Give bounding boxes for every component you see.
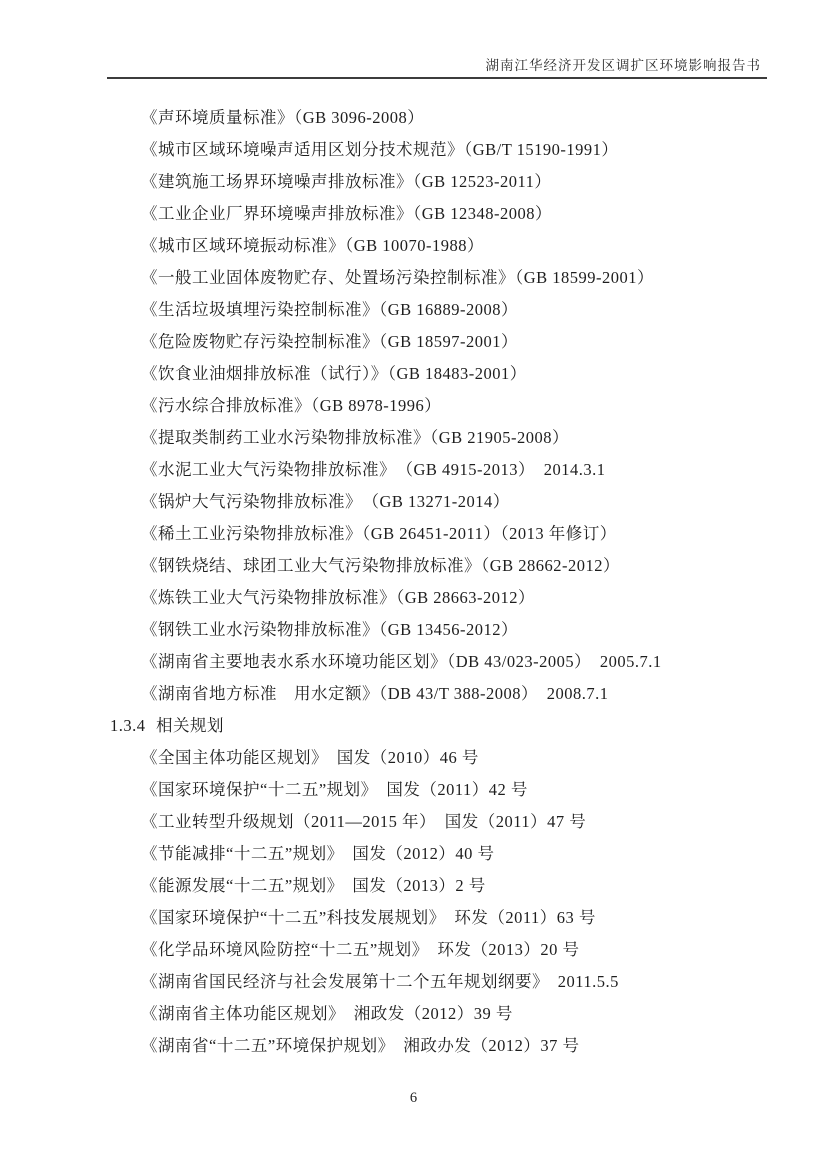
standard-item: 《湖南省主要地表水系水环境功能区划》（DB 43/023-2005） 2005.7.1 [141,652,662,671]
standard-item: 《城市区域环境振动标准》（GB 10070-1988） [141,236,485,255]
plan-item: 《节能减排“十二五”规划》 国发（2012）40 号 [141,844,495,863]
plan-item: 《湖南省“十二五”环境保护规划》 湘政办发（2012）37 号 [141,1036,580,1055]
document-body [110,79,769,1062]
standard-item: 《稀土工业污染物排放标准》（GB 26451-2011）（2013 年修订） [141,524,617,543]
standard-item: 《炼铁工业大气污染物排放标准》（GB 28663-2012） [141,588,536,607]
standard-item: 《危险废物贮存污染控制标准》（GB 18597-2001） [141,332,519,351]
standard-item: 《水泥工业大气污染物排放标准》 （GB 4915-2013） 2014.3.1 [141,460,606,479]
header-title: 湖南江华经济开发区调扩区环境影响报告书 [485,58,761,73]
standard-item: 《湖南省地方标准 用水定额》（DB 43/T 388-2008） 2008.7.1 [141,684,609,703]
page-footer [0,1089,827,1107]
standard-item: 《提取类制药工业水污染物排放标准》（GB 21905-2008） [141,428,570,447]
standard-item: 《钢铁工业水污染物排放标准》（GB 13456-2012） [141,620,519,639]
standard-item: 《声环境质量标准》（GB 3096-2008） [141,108,425,127]
plan-item: 《国家环境保护“十二五”规划》 国发（2011）42 号 [141,780,528,799]
standard-item: 《饮食业油烟排放标准（试行）》（GB 18483-2001） [141,364,527,383]
section-heading [110,710,769,742]
section-title: 相关规划 [156,716,224,735]
plan-item: 《湖南省主体功能区规划》 湘政发（2012）39 号 [141,1004,513,1023]
page-header [107,0,767,77]
standard-item: 《建筑施工场界环境噪声排放标准》（GB 12523-2011） [141,172,552,191]
standard-item: 《一般工业固体废物贮存、处置场污染控制标准》（GB 18599-2001） [141,268,655,287]
standard-item: 《生活垃圾填埋污染控制标准》（GB 16889-2008） [141,300,519,319]
standard-item: 《钢铁烧结、球团工业大气污染物排放标准》（GB 28662-2012） [141,556,621,575]
standard-item: 《锅炉大气污染物排放标准》 （GB 13271-2014） [141,492,510,511]
plan-item: 《工业转型升级规划（2011—2015 年） 国发（2011）47 号 [141,812,587,831]
page-number: 6 [409,1090,418,1106]
section-number: 1.3.4 [110,716,146,735]
standard-item: 《城市区域环境噪声适用区划分技术规范》（GB/T 15190-1991） [141,140,619,159]
plan-item: 《湖南省国民经济与社会发展第十二个五年规划纲要》 2011.5.5 [141,972,619,991]
plan-item: 《能源发展“十二五”规划》 国发（2013）2 号 [141,876,486,895]
plan-item: 《全国主体功能区规划》 国发（2010）46 号 [141,748,479,767]
plan-item: 《化学品环境风险防控“十二五”规划》 环发（2013）20 号 [141,940,580,959]
plan-item: 《国家环境保护“十二五”科技发展规划》 环发（2011）63 号 [141,908,596,927]
standard-item: 《污水综合排放标准》（GB 8978-1996） [141,396,442,415]
standard-item: 《工业企业厂界环境噪声排放标准》（GB 12348-2008） [141,204,553,223]
